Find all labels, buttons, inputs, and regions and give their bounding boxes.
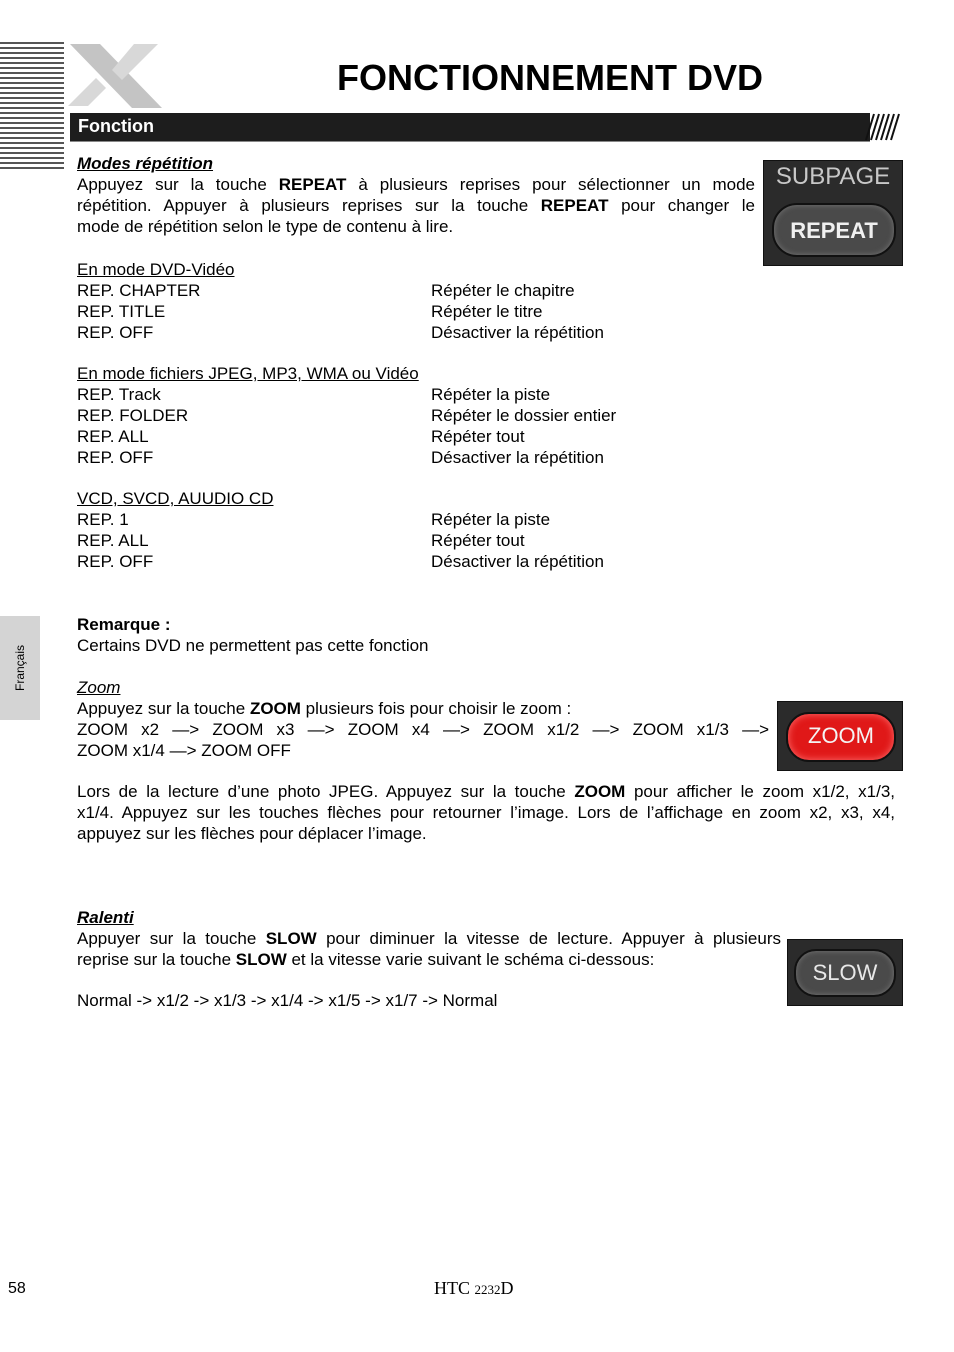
slow-remote-button-image xyxy=(787,939,903,1006)
section-title: Fonction xyxy=(78,116,154,136)
section-header-bar xyxy=(70,113,870,142)
repeat-mode-description: Désactiver la répétition xyxy=(431,448,604,467)
remark-text: Certains DVD ne permettent pas cette fonction xyxy=(77,636,429,655)
repeat-button-label: REPEAT xyxy=(790,218,878,243)
repeat-mode-description: Répéter tout xyxy=(431,531,525,550)
zoom-line-2: ZOOM x2 —> ZOOM x3 —> ZOOM x4 —> ZOOM x1/2 —> ZOOM x1/3 —> xyxy=(77,720,769,739)
repeat-mode-key: REP. ALL xyxy=(77,427,149,446)
slow-sequence: Normal -> x1/2 -> x1/3 -> x1/4 -> x1/5 -> x1/7 -> Normal xyxy=(77,991,498,1010)
repeat-mode-description: Répéter tout xyxy=(431,427,525,446)
repeat-mode-key: REP. TITLE xyxy=(77,302,166,321)
repeat-mode-key: REP. OFF xyxy=(77,552,154,571)
repeat-mode-description: Désactiver la répétition xyxy=(431,323,604,342)
repeat-mode-description: Répéter la piste xyxy=(431,385,551,404)
repeat-mode-key: REP. CHAPTER xyxy=(77,281,201,300)
zoom-line-3: ZOOM x1/4 —> ZOOM OFF xyxy=(77,741,291,760)
repeat-group-title: En mode DVD-Vidéo xyxy=(77,260,235,279)
repeat-heading: Modes répétition xyxy=(77,154,214,173)
language-label: Français xyxy=(13,644,27,692)
zoom-line-1: Appuyez sur la touche ZOOM plusieurs fois pour choisir le zoom : xyxy=(77,699,572,718)
zoom-remote-button-image xyxy=(777,701,903,771)
page-number: 58 xyxy=(8,1280,26,1297)
repeat-mode-description: Répéter le dossier entier xyxy=(431,406,617,425)
language-side-tab xyxy=(0,616,40,720)
repeat-mode-key: REP. FOLDER xyxy=(77,406,189,425)
repeat-group-title: En mode fichiers JPEG, MP3, WMA ou Vidéo xyxy=(77,364,419,383)
header-stripes-decoration xyxy=(0,42,64,172)
repeat-mode-key: REP. ALL xyxy=(77,531,149,550)
repeat-mode-description: Répéter la piste xyxy=(431,510,551,529)
repeat-mode-description: Répéter le titre xyxy=(431,302,543,321)
repeat-paragraph: Appuyez sur la touche REPEAT à plusieurs reprises pour sélectionner un mode répétition. Appuyer à plusieurs reprises sur la touche REPEAT pour changer le mode de répétition selon le type de contenu à lire. xyxy=(77,175,755,236)
slow-paragraph: Appuyer sur la touche SLOW pour diminuer la vitesse de lecture. Appuyer à plusieurs reprise sur la touche SLOW et la vitesse varie suivant le schéma ci-dessous: xyxy=(77,929,781,969)
repeat-group-title: VCD, SVCD, AUUDIO CD xyxy=(77,489,274,508)
zoom-paragraph: Lors de la lecture d’une photo JPEG. Appuyez sur la touche ZOOM pour afficher le zoom x1/2, x1/3, x1/4. Appuyez sur les touches flèches pour retourner l’image. Lors de l’affichage en zoom x2, x3, x4, appuyez sur les flèches pour déplacer l’image. xyxy=(77,782,895,843)
subpage-label: SUBPAGE xyxy=(775,163,891,190)
slow-heading: Ralenti xyxy=(77,908,134,927)
repeat-mode-key: REP. OFF xyxy=(77,323,154,342)
repeat-remote-button-image xyxy=(763,160,903,266)
repeat-mode-key: REP. 1 xyxy=(77,510,129,529)
model-name: HTC 2232D xyxy=(434,1278,514,1298)
remark-heading: Remarque : xyxy=(77,615,171,634)
slow-button-label: SLOW xyxy=(812,960,878,985)
repeat-mode-description: Désactiver la répétition xyxy=(431,552,604,571)
repeat-mode-key: REP. Track xyxy=(77,385,161,404)
brand-x-logo-icon xyxy=(66,40,176,112)
zoom-button-label: ZOOM xyxy=(808,723,874,748)
repeat-mode-key: REP. OFF xyxy=(77,448,154,467)
repeat-mode-description: Répéter le chapitre xyxy=(431,281,575,300)
page-title: FONCTIONNEMENT DVD xyxy=(337,57,763,98)
section-bar-hatch-decoration xyxy=(862,113,904,141)
zoom-heading: Zoom xyxy=(77,678,121,697)
